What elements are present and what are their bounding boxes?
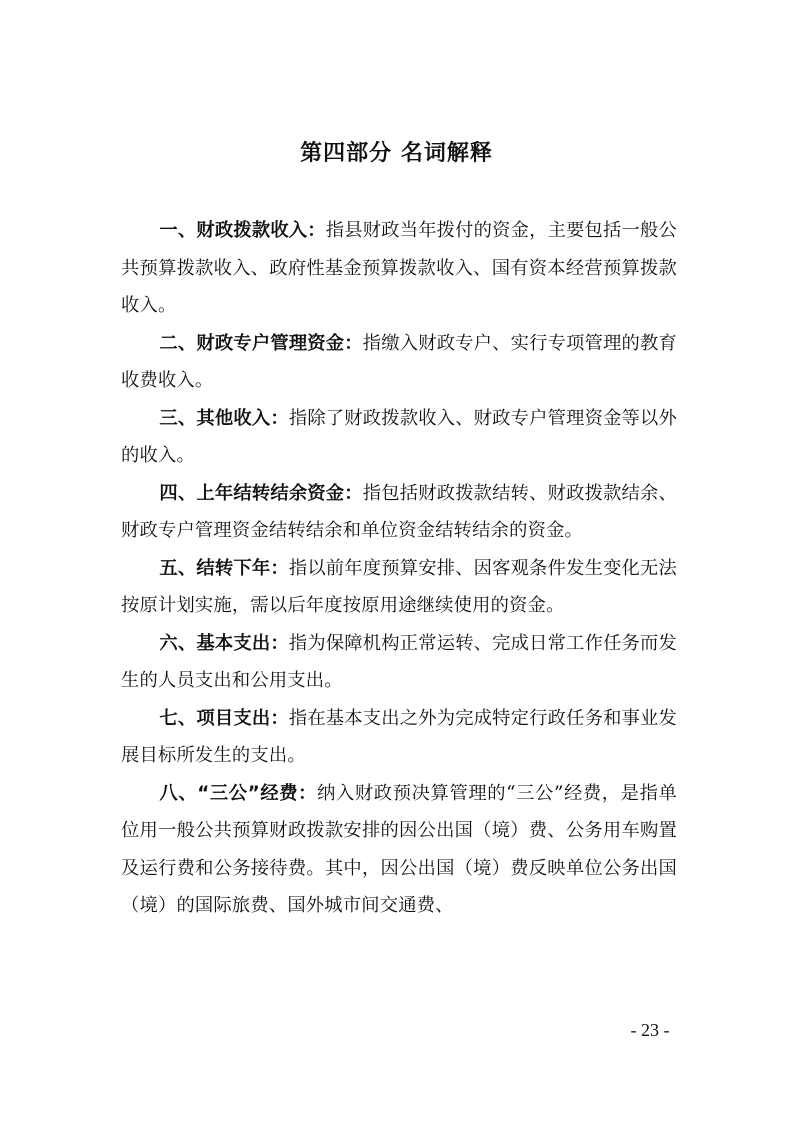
definition-paragraph	[121, 325, 677, 400]
definition-term: 六、基本支出：	[159, 632, 289, 654]
definition-text: 指以前年度预算安排、因客观条件发生变化无法按原计划实施，需以后年度按原用途继续使用的资金。	[121, 557, 678, 616]
definition-text: 指为保障机构正常运转、完成日常工作任务而发生的人员支出和公用支出。	[121, 632, 678, 691]
definition-text: 指除了财政拨款收入、财政专户管理资金等以外的收入。	[121, 407, 678, 466]
definition-paragraph	[121, 475, 677, 550]
page-title: 第四部分 名词解释	[300, 141, 493, 166]
definition-term: 七、项目支出：	[159, 707, 289, 729]
page-number: - 23 -	[630, 1020, 670, 1040]
definition-paragraph	[121, 212, 677, 325]
definition-text: 指包括财政拨款结转、财政拨款结余、财政专户管理资金结转结余和单位资金结转结余的资金。	[121, 482, 678, 541]
definition-text: 指在基本支出之外为完成特定行政任务和事业发展目标所发生的支出。	[121, 707, 678, 766]
definition-text: 纳入财政预决算管理的“三公”经费，是指单位用一般公共预算财政拨款安排的因公出国（境）费、公务用车购置及运行费和公务接待费。其中，因公出国（境）费反映单位公务出国（境）的国际旅费、国外城市间交通费、	[121, 782, 677, 916]
definition-text: 指缴入财政专户、实行专项管理的教育收费收入。	[121, 332, 678, 391]
definition-paragraph	[121, 550, 677, 625]
definition-term: 四、上年结转结余资金：	[159, 482, 363, 504]
definition-term: 一、财政拨款收入：	[159, 220, 326, 241]
definition-paragraph	[121, 625, 677, 700]
definition-text: 指县财政当年拨付的资金，主要包括一般公共预算拨款收入、政府性基金预算拨款收入、国有资本经营预算拨款收入。	[121, 220, 677, 316]
definition-term: 三、其他收入：	[159, 407, 289, 429]
definition-term: 五、结转下年：	[159, 557, 289, 579]
definitions-body	[121, 212, 677, 925]
definition-term: 二、财政专户管理资金：	[159, 332, 363, 354]
definition-paragraph	[121, 700, 677, 775]
definition-paragraph	[121, 400, 677, 475]
definition-paragraph	[121, 775, 677, 925]
definition-term: 八、“三公”经费：	[159, 782, 318, 804]
